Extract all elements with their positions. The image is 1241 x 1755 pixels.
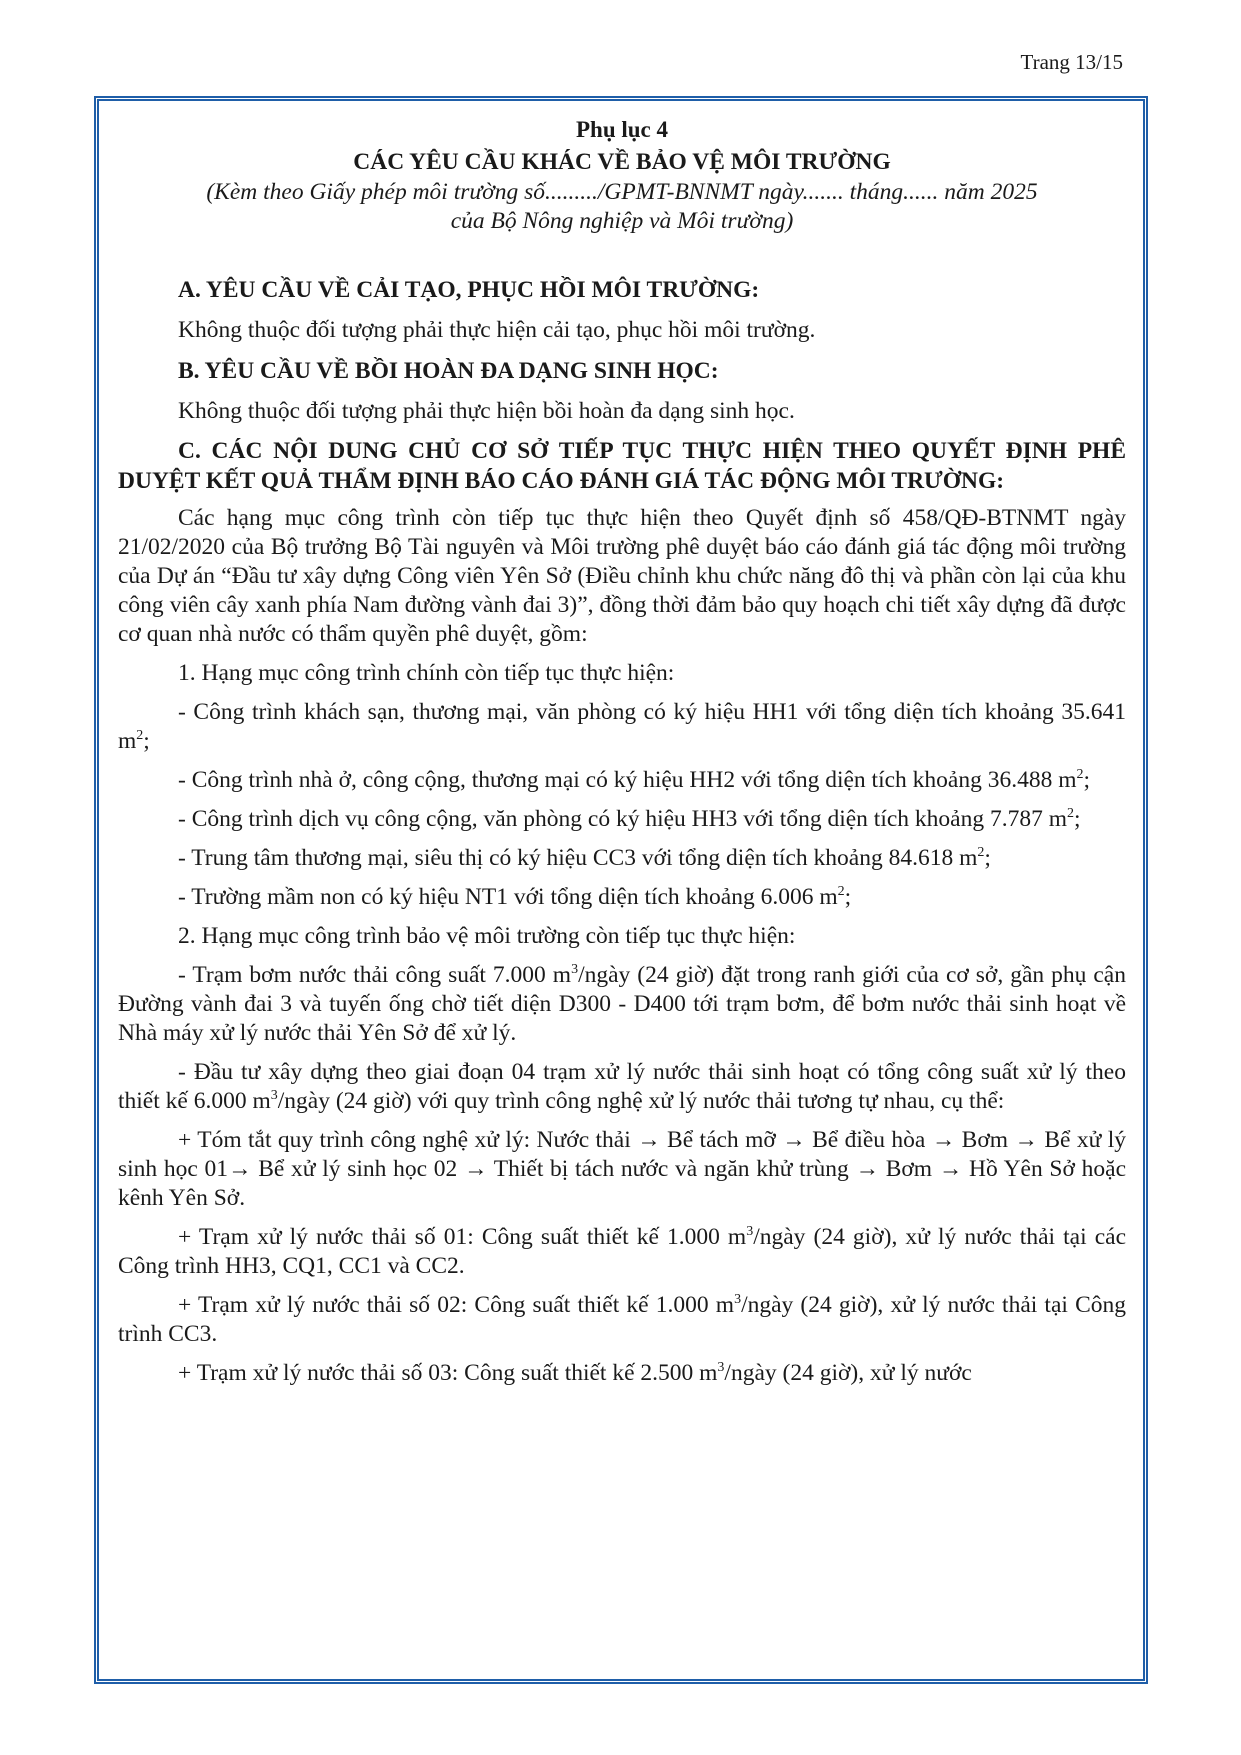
item1-d-text: - Trung tâm thương mại, siêu thị có ký hiệu CC3 với tổng diện tích khoảng 84.618 m [178, 845, 978, 871]
item2-b-post: /ngày (24 giờ) với quy trình công nghệ xử lý nước thải tương tự nhau, cụ thể: [277, 1088, 1005, 1114]
item1-a [118, 698, 1126, 756]
item1-d [118, 844, 1126, 873]
item2-a-post: /ngày (24 giờ) đặt trong ranh giới của cơ sở, gần phụ cận Đường vành đai 3 và tuyến ống chờ tiết diện D300 - D400 tới trạm bơm, để bơm nước thải sinh hoạt về Nhà máy xử lý nước thải Yên Sở để xử lý. [118, 962, 1126, 1046]
item1-heading: 1. Hạng mục công trình chính còn tiếp tục thực hiện: [178, 660, 675, 686]
superscript-3: 3 [746, 1224, 754, 1240]
item2-a-pre: - Trạm bơm nước thải công suất 7.000 m [178, 962, 572, 988]
section-b-body: Không thuộc đối tượng phải thực hiện bồi hoàn đa dạng sinh học. [178, 398, 795, 424]
station-1 [118, 1223, 1126, 1281]
item2-a [118, 961, 1126, 1048]
station-1-pre: + Trạm xử lý nước thải số 01: Công suất thiết kế 1.000 m [178, 1224, 747, 1250]
superscript-2: 2 [977, 845, 985, 861]
station-2 [118, 1291, 1126, 1349]
superscript-3: 3 [734, 1292, 742, 1308]
item1-b-text: - Công trình nhà ở, công cộng, thương mại có ký hiệu HH2 với tổng diện tích khoảng 36.488 m [178, 767, 1077, 793]
superscript-2: 2 [1076, 767, 1084, 783]
item1-a-text: - Công trình khách sạn, thương mại, văn phòng có ký hiệu HH1 với tổng diện tích khoảng 35.641 m [118, 699, 1126, 754]
item1-e-text: - Trường mầm non có ký hiệu NT1 với tổng diện tích khoảng 6.006 m [178, 884, 838, 910]
station-3-pre: + Trạm xử lý nước thải số 03: Công suất thiết kế 2.500 m [178, 1360, 718, 1386]
station-3-post: /ngày (24 giờ), xử lý nước [724, 1360, 972, 1386]
item1-c [118, 805, 1126, 834]
item1-b [118, 766, 1126, 795]
superscript-2: 2 [837, 884, 845, 900]
item2-b-pre: - Đầu tư xây dựng theo giai đoạn 04 trạm xử lý nước thải sinh hoạt có tổng công suất xử lý theo thiết kế 6.000 m [118, 1059, 1126, 1114]
appendix-subtitle-line2: của Bộ Nông nghiệp và Môi trường) [450, 208, 794, 234]
semicolon: ; [1073, 806, 1081, 832]
section-a-heading: A. YÊU CẦU VỀ CẢI TẠO, PHỤC HỒI MÔI TRƯỜNG: [178, 277, 760, 303]
item2-b [118, 1058, 1126, 1116]
superscript-3: 3 [571, 962, 579, 978]
station-1-post: /ngày (24 giờ), xử lý nước thải tại các Công trình HH3, CQ1, CC1 và CC2. [118, 1224, 1127, 1279]
appendix-subtitle-line1: (Kèm theo Giấy phép môi trường số........./GPMT-BNNMT ngày....... tháng...... năm 2025 [206, 179, 1038, 205]
section-c-intro: Các hạng mục công trình còn tiếp tục thực hiện theo Quyết định số 458/QĐ-BTNMT ngày 21/02/2020 của Bộ trưởng Bộ Tài nguyên và Môi trường phê duyệt báo cáo đánh giá tác động môi trường của Dự án “Đầu tư xây dựng Công viên Yên Sở (Điều chỉnh khu chức năng đô thị và phần còn lại của khu công viên cây xanh phía Nam đường vành đai 3)”, đồng thời đảm bảo quy hoạch chi tiết xây dựng đã được cơ quan nhà nước có thẩm quyền phê duyệt, gồm: [118, 505, 1126, 647]
superscript-2: 2 [136, 728, 144, 744]
superscript-3: 3 [717, 1360, 725, 1376]
station-3 [118, 1359, 1126, 1388]
appendix-label: Phụ lục 4 [575, 117, 669, 142]
semicolon: ; [1083, 767, 1091, 793]
page-number: Trang 13/15 [1020, 50, 1123, 74]
station-2-pre: + Trạm xử lý nước thải số 02: Công suất thiết kế 1.000 m [178, 1292, 735, 1318]
superscript-3: 3 [270, 1088, 278, 1104]
section-c-heading: C. CÁC NỘI DUNG CHỦ CƠ SỞ TIẾP TỤC THỰC HIỆN THEO QUYẾT ĐỊNH PHÊ DUYỆT KẾT QUẢ THẨM ĐỊNH BÁO CÁO ĐÁNH GIÁ TÁC ĐỘNG MÔI TRƯỜNG: [118, 438, 1126, 494]
station-2-post: /ngày (24 giờ), xử lý nước thải tại Công trình CC3. [118, 1292, 1126, 1347]
item1-e [118, 883, 1126, 912]
process-summary: + Tóm tắt quy trình công nghệ xử lý: Nước thải → Bể tách mỡ → Bể điều hòa → Bơm → Bể xử lý sinh học 01→ Bể xử lý sinh học 02 → Thiết bị tách nước và ngăn khử trùng → Bơm → Hồ Yên Sở hoặc kênh Yên Sở. [118, 1127, 1126, 1211]
semicolon: ; [143, 728, 150, 754]
superscript-2: 2 [1066, 806, 1074, 822]
semicolon: ; [984, 845, 991, 871]
document-body [118, 110, 1126, 1388]
item1-c-text: - Công trình dịch vụ công cộng, văn phòng có ký hiệu HH3 với tổng diện tích khoảng 7.787 m [178, 806, 1067, 832]
item2-heading: 2. Hạng mục công trình bảo vệ môi trường còn tiếp tục thực hiện: [178, 923, 796, 949]
section-a-body: Không thuộc đối tượng phải thực hiện cải tạo, phục hồi môi trường. [178, 317, 816, 343]
semicolon: ; [844, 884, 852, 910]
appendix-title: CÁC YÊU CẦU KHÁC VỀ BẢO VỆ MÔI TRƯỜNG [353, 149, 891, 175]
section-b-heading: B. YÊU CẦU VỀ BỒI HOÀN ĐA DẠNG SINH HỌC: [178, 358, 719, 384]
